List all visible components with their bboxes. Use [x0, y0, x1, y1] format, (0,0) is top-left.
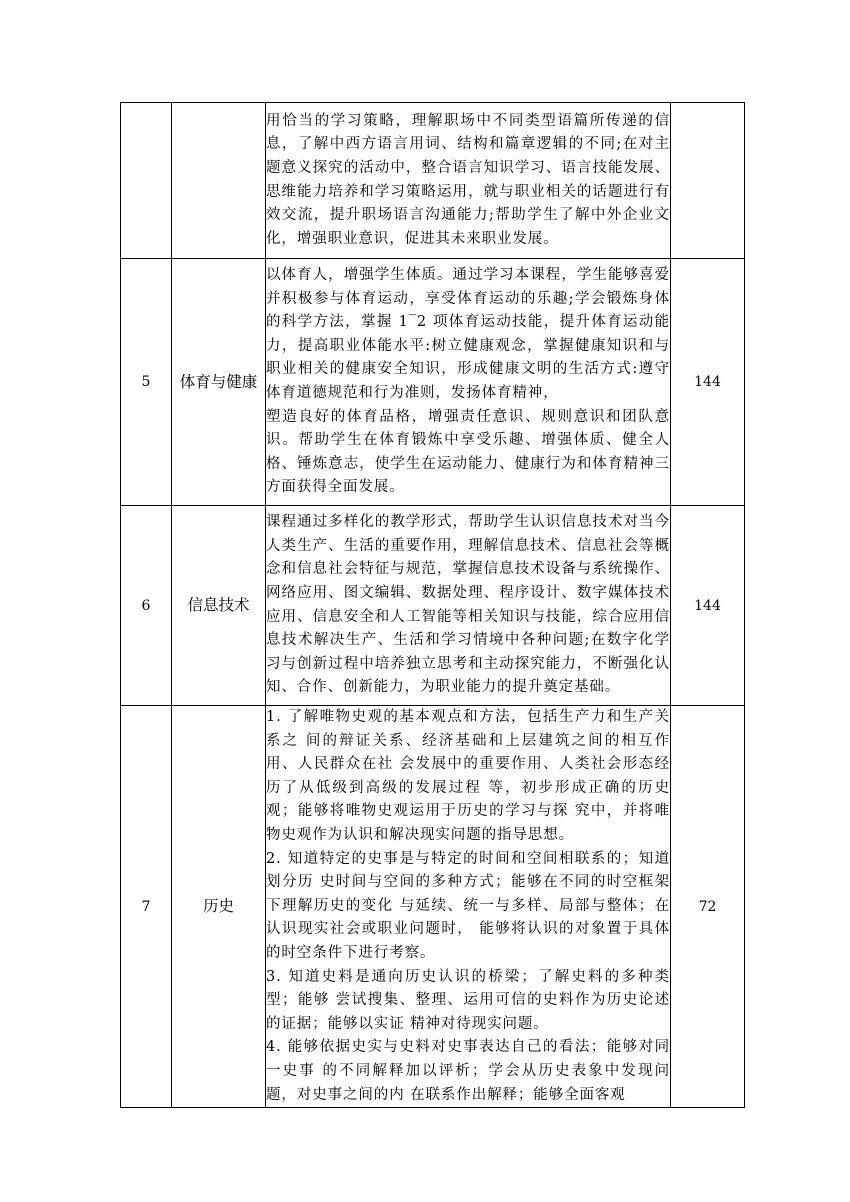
description-paragraph: 2. 知道特定的史事是与特定的时间和空间相联系的；知道划分历 史时间与空间的多种方式；能够在不同的时空框架下理解历史的变化 与延续、统一与多样、局部与整体；在认识现实社会或职业问题时， 能够将认识的对象置于具体的时空条件下进行考察。	[266, 850, 670, 961]
description-paragraph: 课程通过多样化的教学形式，帮助学生认识信息技术对当今人类生产、生活的重要作用，理解信息技术、信息社会等概念和信息社会特征与规范，掌握信息技术设备与系统操作、网络应用、图文编辑、数据处理、程序设计、数字媒体技术应用、信息安全和人工智能等相关知识与技能，综合应用信息技术解决生产、生活和学习情境中各种问题;在数字化学习与创新过程中培养独立思考和主动探究能力，不断强化认知、合作、创新能力，为职业能力的提升奠定基础。	[266, 514, 670, 696]
description-paragraph: 1. 了解唯物史观的基本观点和方法，包括生产力和生产关系之 间的辩证关系、经济基础和上层建筑之间的相互作用、人民群众在社 会发展中的重要作用、人类社会形态经历了从低级到高级的发展过程 等，初步形成正确的历史观；能够将唯物史观运用于历史的学习与探 究中，并将唯物史观作为认识和解决现实问题的指导思想。	[266, 709, 670, 843]
course-name	[172, 103, 266, 259]
description-paragraph: 塑造良好的体育品格，增强责任意识、规则意识和团队意识。帮助学生在体育锻炼中享受乐趣、增强体质、健全人格、锤炼意志，使学生在运动能力、健康行为和体育精神三方面获得全面发展。	[266, 408, 670, 496]
course-description	[266, 103, 671, 259]
description-paragraph: 3. 知道史料是通向历史认识的桥梁；了解史料的多种类型；能够 尝试搜集、整理、运用可信的史料作为历史论述的证据；能够以实证 精神对待现实问题。	[266, 968, 670, 1032]
course-hours: 144	[671, 506, 745, 706]
course-hours: 72	[671, 706, 745, 1108]
course-name: 体育与健康	[172, 259, 266, 506]
course-number: 7	[121, 706, 172, 1108]
description-paragraph: 用恰当的学习策略，理解职场中不同类型语篇所传递的信息，了解中西方语言用词、结构和篇章逻辑的不同;在对主题意义探究的活动中，整合语言知识学习、语言技能发展、思维能力培养和学习策略运用，就与职业相关的话题进行有效交流，提升职场语言沟通能力;帮助学生了解中外企业文化，增强职业意识，促进其未来职业发展。	[266, 112, 670, 247]
course-name: 信息技术	[172, 506, 266, 706]
course-description	[266, 706, 671, 1108]
course-table	[120, 102, 745, 1108]
course-number	[121, 103, 172, 259]
course-hours	[671, 103, 745, 259]
description-paragraph: 以体育人，增强学生体质。通过学习本课程，学生能够喜爱并积极参与体育运动，享受体育运动的乐趣;学会锻炼身体的科学方法，掌握 1‾2 项体育运动技能，提升体育运动能力，提高职业体能水平:树立健康观念，掌握健康知识和与职业相关的健康安全知识，形成健康文明的生活方式:遵守体育道德规范和行为准则，发扬体育精神，	[266, 267, 670, 401]
course-description	[266, 259, 671, 506]
course-number: 6	[121, 506, 172, 706]
table-row	[121, 506, 745, 706]
course-number: 5	[121, 259, 172, 506]
course-name: 历史	[172, 706, 266, 1108]
table-row	[121, 706, 745, 1108]
table-row	[121, 103, 745, 259]
course-hours: 144	[671, 259, 745, 506]
table-row	[121, 259, 745, 506]
course-description	[266, 506, 671, 706]
description-paragraph: 4. 能够依据史实与史料对史事表达自己的看法；能够对同一史事 的不同解释加以评析；学会从历史表象中发现问题，对史事之间的内 在联系作出解释；能够全面客观	[266, 1039, 670, 1103]
